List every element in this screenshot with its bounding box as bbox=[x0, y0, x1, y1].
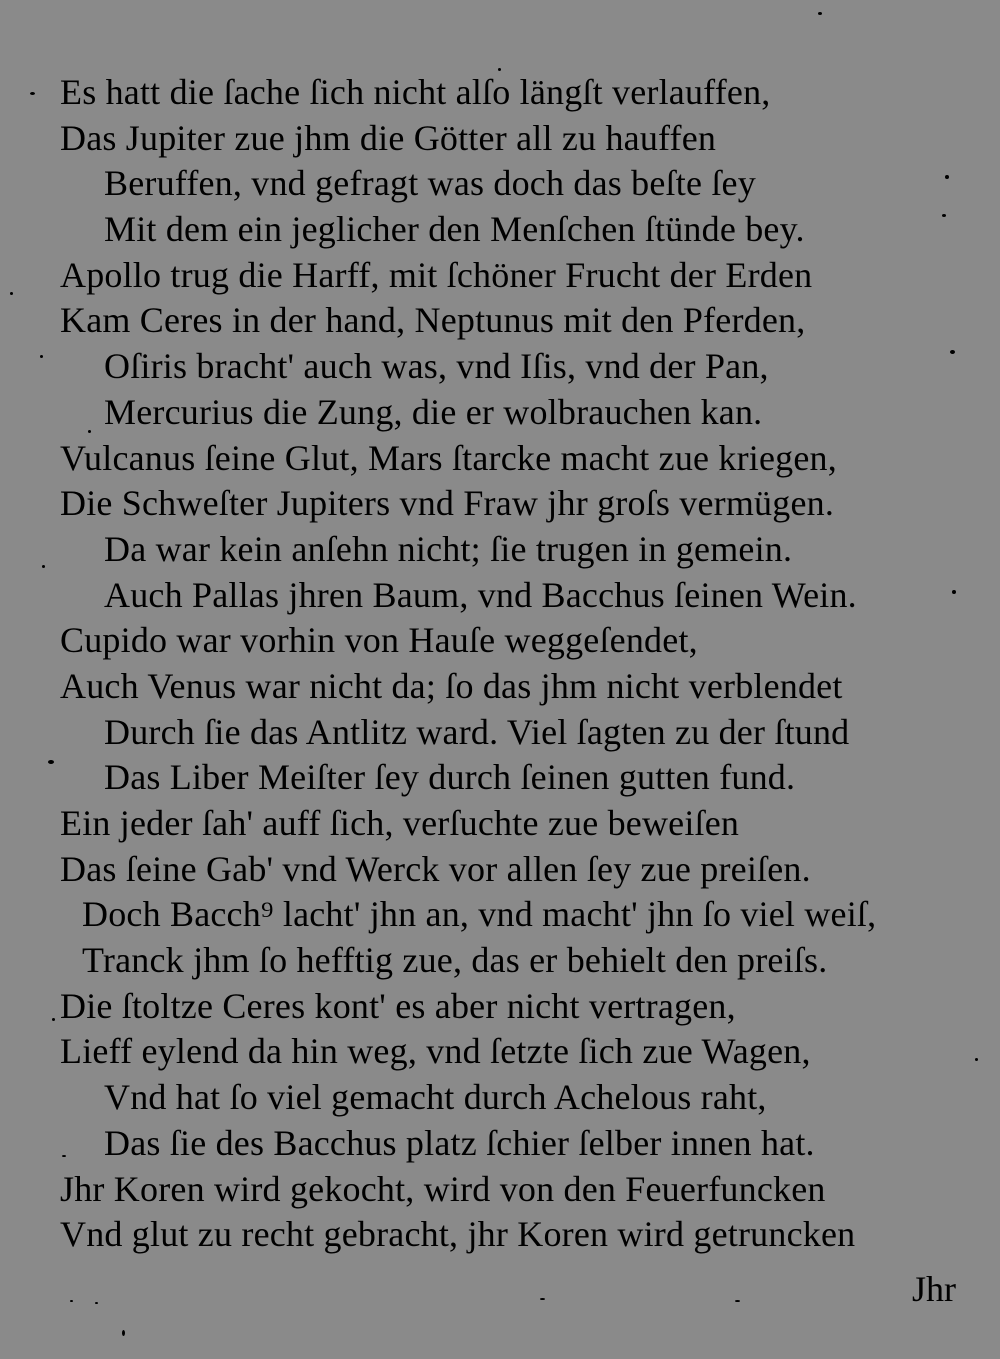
verse-line: Die Schweſter Jupiters vnd Fraw jhr groſs vermügen. bbox=[60, 483, 835, 524]
verse-line: Auch Pallas jhren Baum, vnd Bacchus ſeinen Wein. bbox=[104, 574, 857, 615]
ink-speck bbox=[48, 760, 54, 764]
ink-speck bbox=[122, 1330, 125, 1336]
verse-line: Tranck jhm ſo hefftig zue, das er behielt den preiſs. bbox=[82, 940, 828, 981]
ink-speck bbox=[975, 1058, 978, 1061]
poem-verse bbox=[0, 70, 1000, 1258]
ink-speck bbox=[40, 355, 43, 358]
ink-speck bbox=[945, 175, 949, 179]
verse-line: Auch Venus war nicht da; ſo das jhm nicht verblendet bbox=[60, 665, 843, 706]
verse-line: Kam Ceres in der hand, Neptunus mit den Pferden, bbox=[60, 300, 806, 341]
verse-line: Lieff eylend da hin weg, vnd ſetzte ſich zue Wagen, bbox=[60, 1031, 811, 1072]
ink-speck bbox=[942, 214, 946, 217]
catchword: Jhr bbox=[912, 1269, 956, 1309]
ink-speck bbox=[10, 292, 13, 295]
ink-speck bbox=[498, 68, 501, 71]
ink-speck bbox=[70, 1300, 73, 1302]
ink-speck bbox=[735, 1300, 740, 1302]
verse-line: Mercurius die Zung, die er wolbrauchen kan. bbox=[104, 391, 763, 432]
verse-line: Jhr Koren wird gekocht, wird von den Feuerfuncken bbox=[60, 1168, 826, 1209]
ink-speck bbox=[30, 92, 35, 95]
verse-line: Das Jupiter zue jhm die Götter all zu hauffen bbox=[60, 117, 717, 158]
verse-line: Das Liber Meiſter ſey durch ſeinen gutten fund. bbox=[104, 757, 796, 798]
ink-speck bbox=[540, 1298, 545, 1300]
verse-line: Mit dem ein jeglicher den Menſchen ſtünde bey. bbox=[104, 209, 805, 250]
ink-speck bbox=[950, 350, 955, 354]
verse-line: Cupido war vorhin von Hauſe weggeſendet, bbox=[60, 620, 698, 661]
verse-line: Das ſeine Gab' vnd Werck vor allen ſey zue preiſen. bbox=[60, 848, 811, 889]
ink-speck bbox=[818, 12, 822, 15]
verse-line: Durch ſie das Antlitz ward. Viel ſagten zu der ſtund bbox=[104, 711, 850, 752]
verse-line: Ein jeder ſah' auff ſich, verſuchte zue beweiſen bbox=[60, 803, 740, 843]
verse-line: Beruffen, vnd gefragt was doch das beſte ſey bbox=[104, 163, 756, 204]
ink-speck bbox=[42, 565, 45, 568]
verse-line: Vulcanus ſeine Glut, Mars ſtarcke macht zue kriegen, bbox=[60, 437, 837, 478]
ink-speck bbox=[95, 1302, 98, 1304]
ink-speck bbox=[62, 1155, 66, 1157]
ink-speck bbox=[88, 430, 91, 433]
verse-line: Oſiris bracht' auch was, vnd Iſis, vnd der Pan, bbox=[104, 346, 769, 387]
verse-line: Das ſie des Bacchus platz ſchier ſelber innen hat. bbox=[104, 1122, 815, 1163]
ink-speck bbox=[952, 590, 956, 594]
verse-line: Doch Bacch⁹ lacht' jhn an, vnd macht' jhn ſo viel weiſ, bbox=[82, 894, 877, 935]
verse-line: Es hatt die ſache ſich nicht alſo längſt verlauffen, bbox=[60, 72, 771, 112]
verse-line: Die ſtoltze Ceres kont' es aber nicht vertragen, bbox=[60, 985, 736, 1026]
verse-line: Vnd hat ſo viel gemacht durch Achelous raht, bbox=[104, 1077, 767, 1118]
verse-line: Da war kein anſehn nicht; ſie trugen in gemein. bbox=[104, 528, 793, 569]
ink-speck bbox=[52, 1018, 55, 1021]
verse-line: Apollo trug die Harff, mit ſchöner Frucht der Erden bbox=[60, 254, 813, 295]
verse-line: Vnd glut zu recht gebracht, jhr Koren wird getruncken bbox=[60, 1214, 856, 1255]
